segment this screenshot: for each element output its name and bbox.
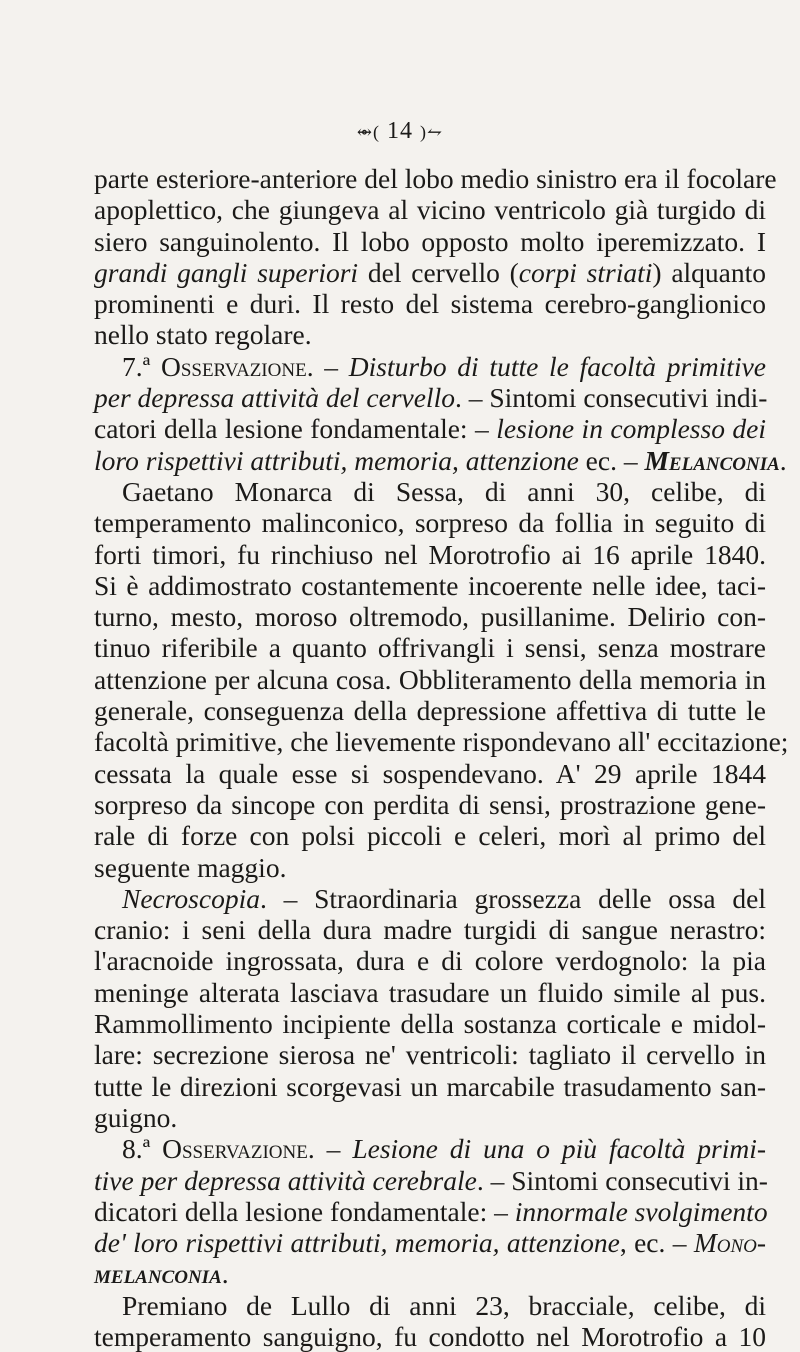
text-line: seguente maggio. (94, 851, 287, 883)
text-line: Necroscopia. – Straordinaria grossezza delle ossa del (122, 882, 766, 914)
text-line: de' loro rispettivi attributi, memoria, attenzione, ec. – Mono- (94, 1227, 766, 1259)
text-line: generale, conseguenza della depressione affettiva di tutte le (94, 695, 766, 727)
text-line: apoplettico, che giungeva al vicino ventricolo già turgido di (94, 194, 766, 226)
page-number: 14 (387, 118, 413, 144)
text-line: grandi gangli superiori del cervello (corpi striati) alquanto (94, 256, 767, 288)
text-line: tive per depressa attività cerebrale. – Sintomi consecutivi in- (94, 1164, 768, 1196)
text-line: Premiano de Lullo di anni 23, bracciale, celibe, di (122, 1289, 766, 1321)
text-line: Rammollimento incipiente della sostanza corticale e midol- (94, 1008, 766, 1040)
text-line: cranio: i seni della dura madre turgidi di sangue nerastro: (94, 914, 766, 946)
text-line: dicatori della lesione fondamentale: – innormale svolgimento (94, 1195, 768, 1227)
text-line: lare: secrezione sierosa ne' ventricoli: tagliato il cervello in (94, 1039, 766, 1071)
text-line: Si è addimostrato costantemente incoerente nelle idee, taci- (94, 569, 766, 601)
text-line: attenzione per alcuna cosa. Obbliteramento della memoria in (94, 663, 766, 695)
text-line: meninge alterata lasciava trasudare un fluido simile al pus. (94, 976, 766, 1008)
text-line: siero sanguinolento. Il lobo opposto molto iperemizzato. I (94, 225, 766, 257)
text-line: guigno. (94, 1101, 178, 1133)
observation-heading: 8.ª Osservazione. – Lesione di una o più facoltà primi- (122, 1133, 766, 1165)
text-line: prominenti e duri. Il resto del sistema cerebro-ganglionico (94, 288, 766, 320)
text-line: turno, mesto, moroso oltremodo, pusillanime. Delirio con- (94, 601, 766, 633)
page-body (94, 163, 789, 1352)
text-line: per depressa attività del cervello. – Sintomi consecutivi indi- (94, 382, 768, 414)
text-line: sorpreso da sincope con perdita di sensi, prostrazione gene- (94, 788, 766, 820)
text-line: l'aracnoide ingrossata, dura e di colore verdognolo: la pia (94, 945, 766, 977)
right-ornament: )⥊ (420, 122, 444, 142)
text-line: parte esteriore-anteriore del lobo medio sinistro era il focolare (94, 163, 777, 194)
text-line: facoltà primitive, che lievemente rispondevano all' eccitazione; (94, 726, 789, 758)
text-line: rale di forze con polsi piccoli e celeri, morì al primo del (94, 820, 766, 852)
text-line: loro rispettivi attributi, memoria, attenzione ec. – Melanconia. (94, 444, 787, 476)
text-line: tinuo riferibile a quanto offrivangli i sensi, senza mostrare (94, 632, 766, 664)
text-line: temperamento malinconico, sorpreso da follia in seguito di (94, 507, 766, 539)
text-line: melanconia. (94, 1258, 229, 1290)
text-line: catori della lesione fondamentale: – lesione in complesso dei (94, 413, 767, 445)
text-line: nello stato regolare. (94, 319, 312, 351)
text-line: temperamento sanguigno, fu condotto nel Morotrofio a 10 (94, 1320, 766, 1352)
text-line: tutte le direzioni scorgevasi un marcabile trasudamento san- (94, 1070, 766, 1102)
left-ornament: ⥈( (356, 122, 380, 142)
observation-heading: 7.ª Osservazione. – Disturbo di tutte le facoltà primitive (122, 350, 767, 382)
page-header (0, 118, 800, 145)
text-line: cessata la quale esse si sospendevano. A' 29 aprile 1844 (94, 757, 766, 789)
text-line: Gaetano Monarca di Sessa, di anni 30, celibe, di (122, 475, 766, 507)
text-line: forti timori, fu rinchiuso nel Morotrofio ai 16 aprile 1840. (94, 538, 766, 570)
